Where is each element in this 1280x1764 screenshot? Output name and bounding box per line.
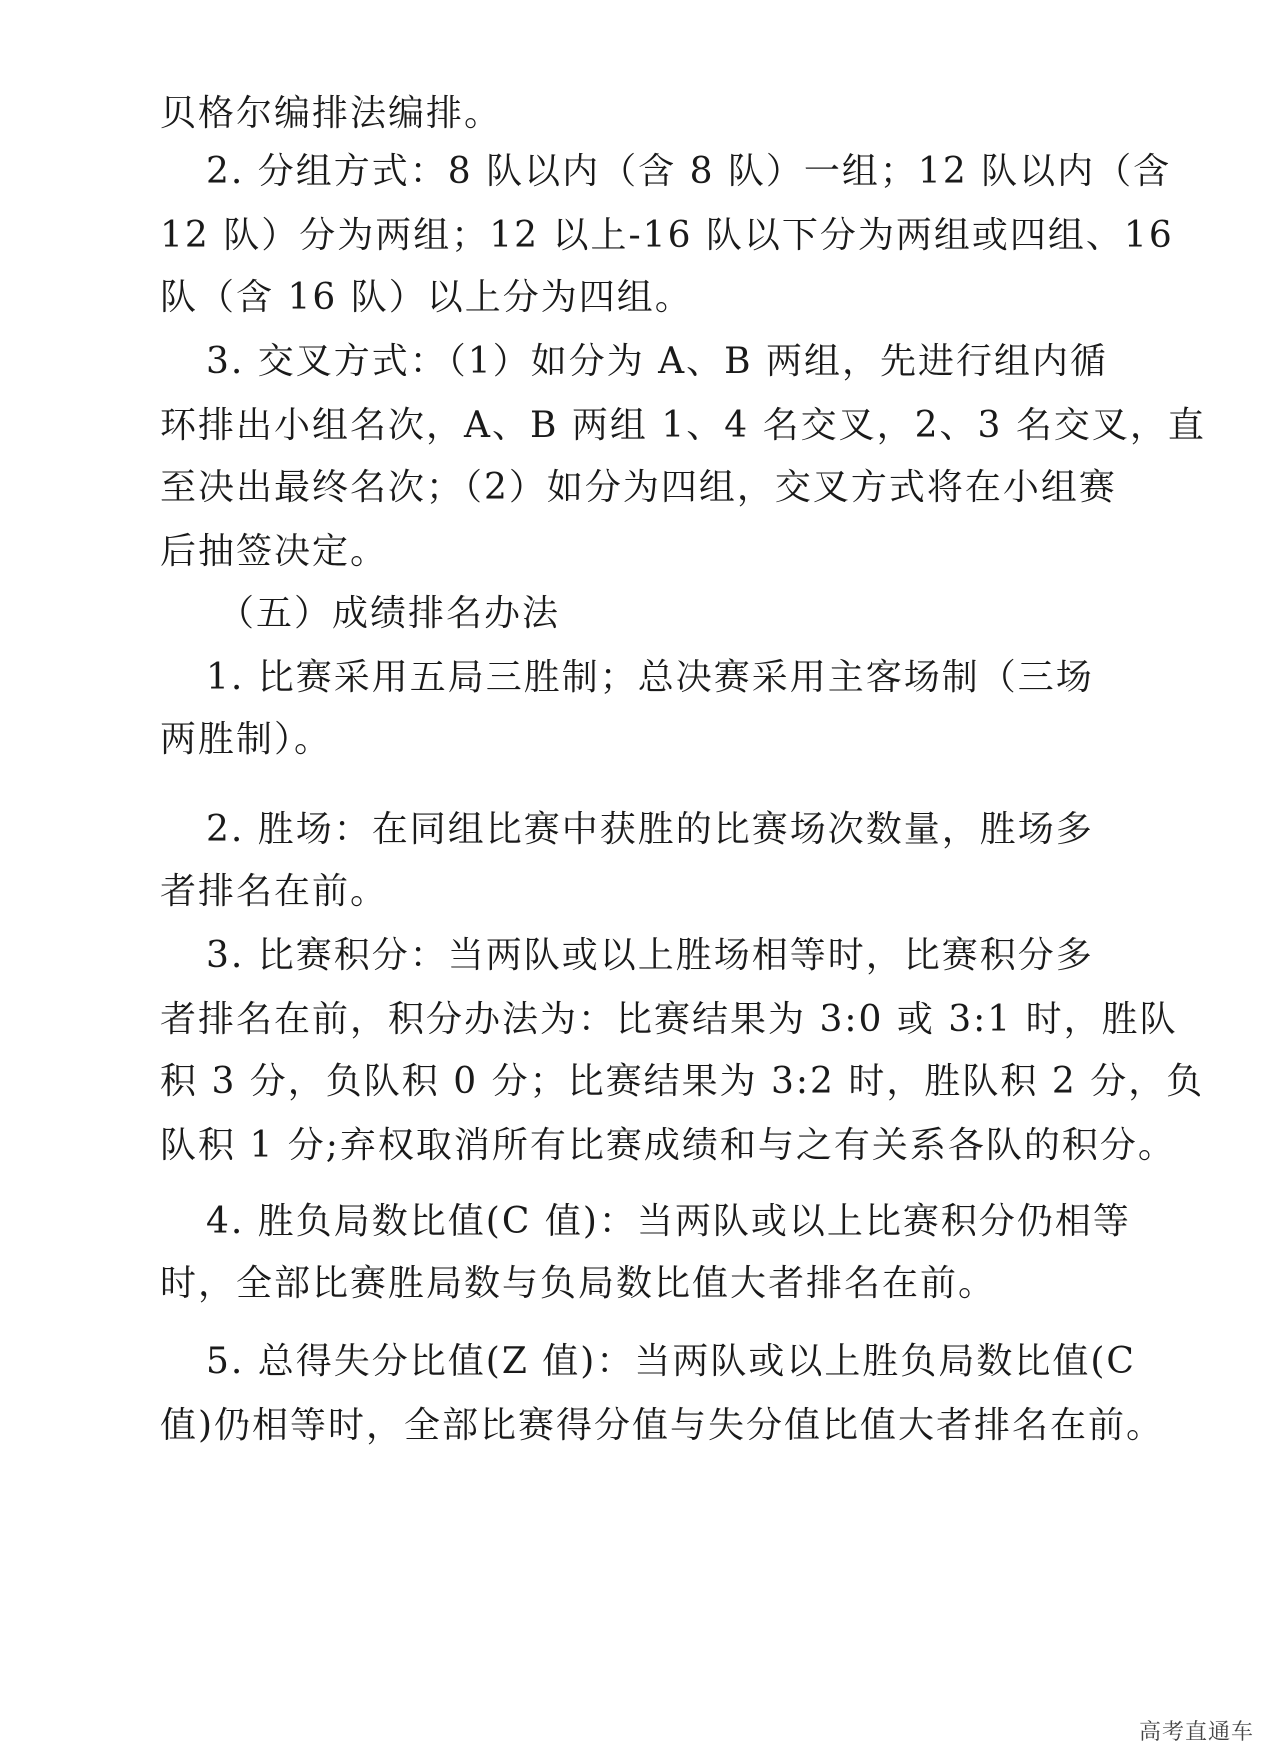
text-line: 1. 比赛采用五局三胜制；总决赛采用主客场制（三场 [206, 657, 1094, 698]
text-line: 积 3 分，负队积 0 分；比赛结果为 3:2 时，胜队积 2 分，负 [160, 1061, 1205, 1102]
text-line: 5. 总得失分比值(Z 值)：当两队或以上胜负局数比值(C [206, 1341, 1136, 1382]
text-line: 队（含 16 队）以上分为四组。 [160, 277, 693, 318]
watermark-text: 高考直通车 [1138, 1720, 1254, 1745]
text-line: 时，全部比赛胜局数与负局数比值大者排名在前。 [160, 1263, 997, 1304]
text-line: 3. 比赛积分：当两队或以上胜场相等时，比赛积分多 [206, 935, 1094, 976]
text-line: 两胜制）。 [160, 719, 333, 760]
text-line: 至决出最终名次；（2）如分为四组，交叉方式将在小组赛 [160, 467, 1117, 508]
text-line: 4. 胜负局数比值(C 值)：当两队或以上比赛积分仍相等 [206, 1201, 1131, 1242]
text-line: 2. 胜场：在同组比赛中获胜的比赛场次数量，胜场多 [206, 809, 1094, 850]
text-line: 2. 分组方式：8 队以内（含 8 队）一组；12 队以内（含 [206, 151, 1172, 192]
text-line: 贝格尔编排法编排。 [160, 93, 503, 134]
text-line: 后抽签决定。 [160, 531, 389, 572]
text-line: 3. 交叉方式：（1）如分为 A、B 两组，先进行组内循 [206, 341, 1109, 382]
text-line: 队积 1 分;弃权取消所有比赛成绩和与之有关系各队的积分。 [160, 1125, 1176, 1166]
section-heading: （五）成绩排名办法 [218, 593, 561, 634]
text-line: 者排名在前，积分办法为：比赛结果为 3:0 或 3:1 时，胜队 [160, 999, 1178, 1040]
text-line: 12 队）分为两组；12 以上-16 队以下分为两组或四组、16 [160, 215, 1174, 256]
text-line: 者排名在前。 [160, 871, 389, 912]
text-line: 环排出小组名次，A、B 两组 1、4 名交叉，2、3 名交叉，直 [160, 405, 1206, 446]
text-line: 值)仍相等时，全部比赛得分值与失分值比值大者排名在前。 [160, 1405, 1165, 1446]
